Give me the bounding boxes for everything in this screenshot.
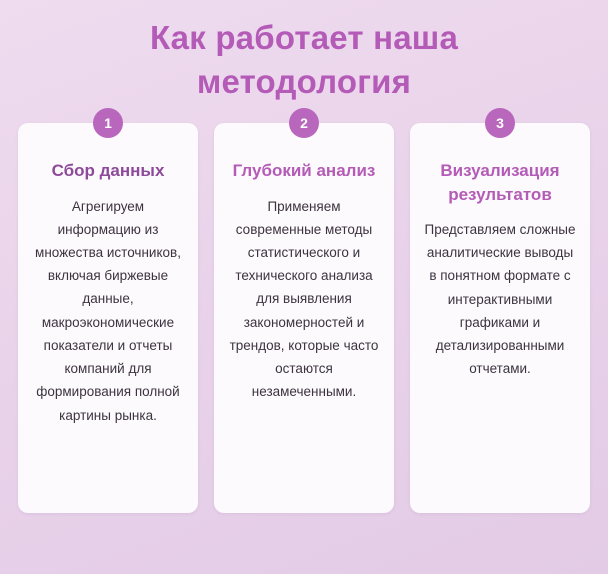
step-number-badge-1: 1 xyxy=(93,108,123,138)
step-title-1: Сбор данных xyxy=(51,161,165,181)
step-number-badge-3: 3 xyxy=(485,108,515,138)
step-body-1: Агрегируем информацию из множества источников, включая биржевые данные, макроэкономические показатели и отчеты компаний для формирования полной картины рынка. xyxy=(35,198,181,423)
step-number-badge-2: 2 xyxy=(289,108,319,138)
step-card-2 xyxy=(214,115,394,513)
page-title: Как работает наша методология xyxy=(149,19,459,100)
step-card-1 xyxy=(18,115,198,513)
steps-card-list xyxy=(0,103,608,513)
step-card-3 xyxy=(410,115,590,513)
step-body-2: Применяем современные методы статистического и технического анализа для выявления закономерностей и трендов, которые часто остаются незамеченными. xyxy=(229,198,379,400)
step-title-2: Глубокий анализ xyxy=(232,161,376,181)
step-body-3: Представляем сложные аналитические выводы в понятном формате с интерактивными графиками и детализированными отчетами. xyxy=(424,222,576,377)
step-title-3: Визуализация результатов xyxy=(440,161,560,204)
